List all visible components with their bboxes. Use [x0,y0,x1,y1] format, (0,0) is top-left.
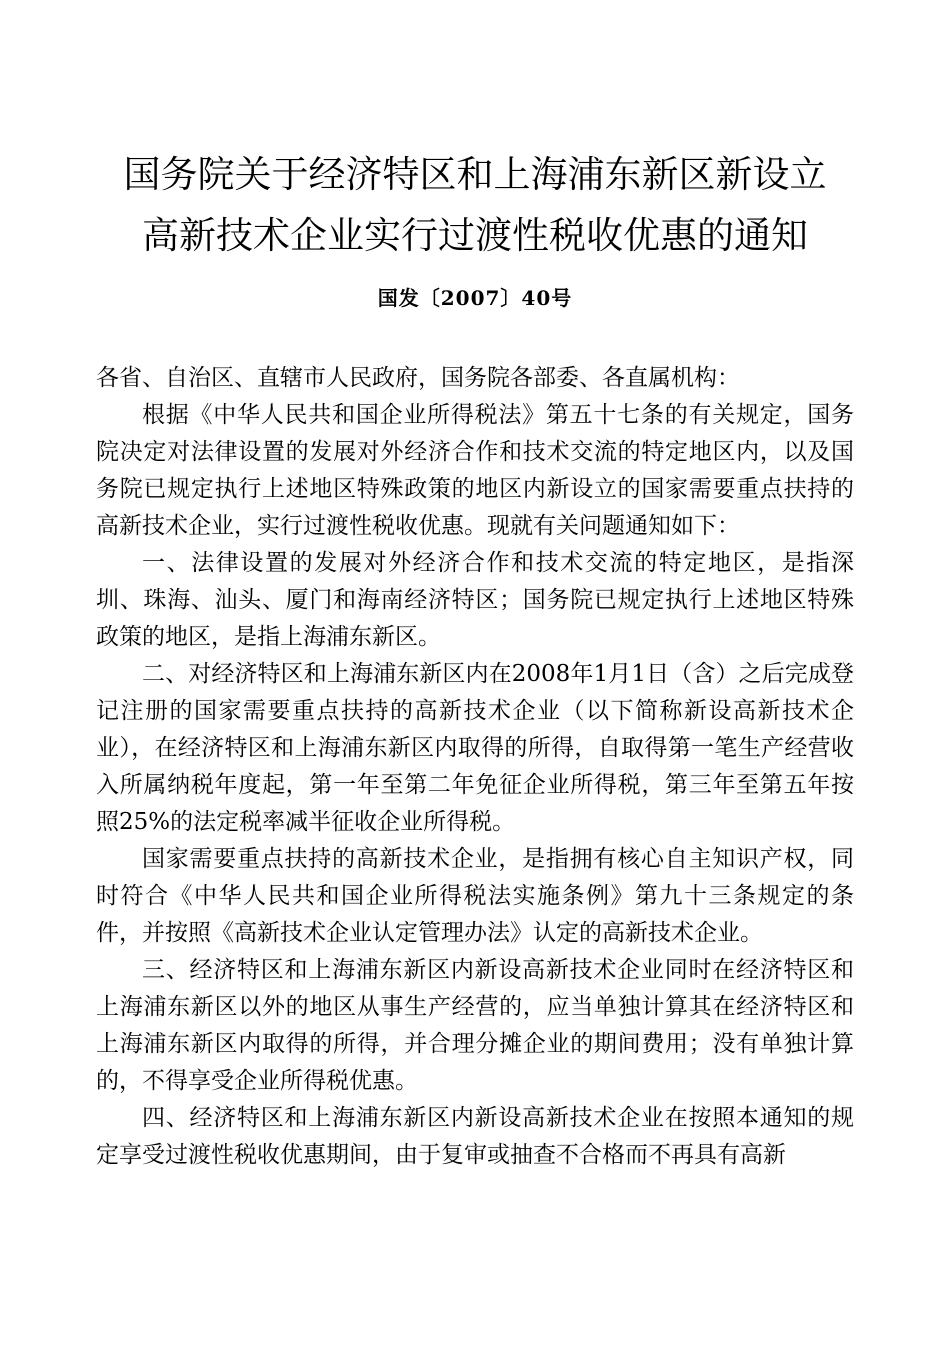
document-body [96,360,854,1174]
paragraph-item-2-definition: 国家需要重点扶持的高新技术企业，是指拥有核心自主知识产权，同时符合《中华人民共和国企业所得税法实施条例》第九十三条规定的条件，并按照《高新技术企业认定管理办法》认定的高新技术企业。 [96,846,854,946]
paragraph-item-4: 四、经济特区和上海浦东新区内新设高新技术企业在按照本通知的规定享受过渡性税收优惠期间，由于复审或抽查不合格而不再具有高新 [96,1105,854,1168]
paragraph-item-3: 三、经济特区和上海浦东新区内新设高新技术企业同时在经济特区和上海浦东新区以外的地区从事生产经营的，应当单独计算其在经济特区和上海浦东新区内取得的所得，并合理分摊企业的期间费用；没有单独计算的，不得享受企业所得税优惠。 [96,957,854,1094]
document-title-line-2: 高新技术企业实行过渡性税收优惠的通知 [142,214,808,257]
paragraph-item-2: 二、对经济特区和上海浦东新区内在2008年1月1日（含）之后完成登记注册的国家需要重点扶持的高新技术企业（以下简称新设高新技术企业），在经济特区和上海浦东新区内取得的所得，自取得第一笔生产经营收入所属纳税年度起，第一年至第二年免征企业所得税，第三年至第五年按照25%的法定税率减半征收企业所得税。 [96,661,854,835]
paragraph-item-1: 一、法律设置的发展对外经济合作和技术交流的特定地区，是指深圳、珠海、汕头、厦门和海南经济特区；国务院已规定执行上述地区特殊政策的地区，是指上海浦东新区。 [96,550,854,650]
document-title-line-1: 国务院关于经济特区和上海浦东新区新设立 [123,153,827,196]
document-number: 国发〔2007〕40号 [377,286,573,310]
addressee-line: 各省、自治区、直辖市人民政府，国务院各部委、各直属机构： [96,365,740,391]
paragraph-preamble: 根据《中华人民共和国企业所得税法》第五十七条的有关规定，国务院决定对法律设置的发展对外经济合作和技术交流的特定地区内，以及国务院已规定执行上述地区特殊政策的地区内新设立的国家需要重点扶持的高新技术企业，实行过渡性税收优惠。现就有关问题通知如下： [96,402,854,539]
